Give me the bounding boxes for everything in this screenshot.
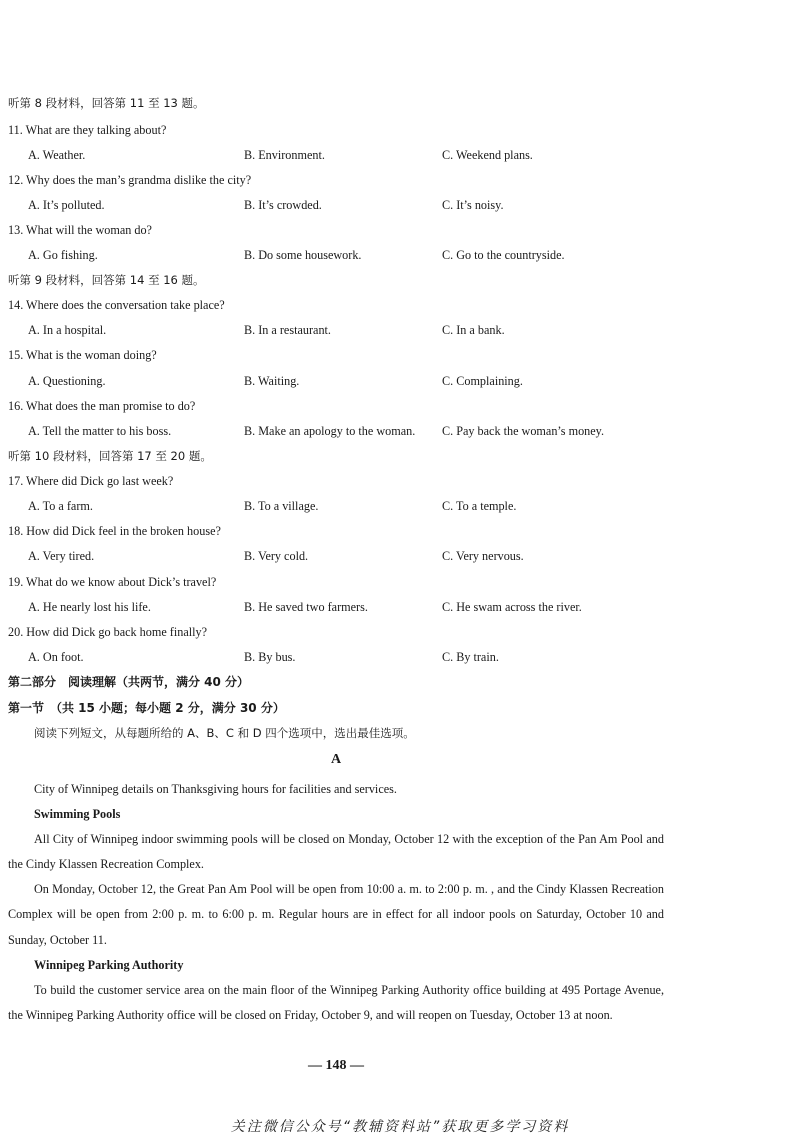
page-number: — 148 —	[308, 1058, 364, 1073]
paragraph-pools-closure: All City of Winnipeg indoor swimming pools will be closed on Monday, October 12 with the exception of the Pan Am Pool and the Cindy Klassen Recreation Complex.	[8, 832, 664, 872]
passage-intro: City of Winnipeg details on Thanksgiving hours for facilities and services.	[34, 782, 397, 796]
q14-option-b: B. In a restaurant.	[244, 323, 331, 337]
q20-option-c: C. By train.	[442, 650, 499, 664]
question-13: 13. What will the woman do?	[8, 223, 152, 237]
question-17: 17. Where did Dick go last week?	[8, 474, 174, 488]
q14-option-a: A. In a hospital.	[28, 323, 107, 337]
question-14: 14. Where does the conversation take place?	[8, 298, 225, 312]
q17-option-a: A. To a farm.	[28, 499, 93, 513]
question-15: 15. What is the woman doing?	[8, 348, 157, 362]
passage-letter: A	[330, 752, 342, 767]
q16-option-c: C. Pay back the woman’s money.	[442, 424, 605, 438]
q14-option-c: C. In a bank.	[442, 323, 505, 337]
question-16: 16. What does the man promise to do?	[8, 399, 196, 413]
q15-option-c: C. Complaining.	[442, 374, 523, 388]
part2-title: 第二部分 阅读理解（共两节，满分 40 分）	[8, 675, 250, 689]
listening-intro-8: 听第 8 段材料，回答第 11 至 13 题。	[8, 96, 205, 110]
q12-option-a: A. It’s polluted.	[28, 198, 105, 212]
question-12: 12. Why does the man’s grandma dislike the city?	[8, 173, 252, 187]
listening-intro-9: 听第 9 段材料，回答第 14 至 16 题。	[8, 273, 205, 287]
heading-swimming-pools: Swimming Pools	[34, 807, 121, 821]
footer-watermark: 关注微信公众号“教辅资料站”获取更多学习资料	[230, 1119, 570, 1135]
question-11: 11. What are they talking about?	[8, 123, 167, 137]
question-19: 19. What do we know about Dick’s travel?	[8, 575, 217, 589]
q13-option-c: C. Go to the countryside.	[442, 248, 565, 262]
q13-option-a: A. Go fishing.	[28, 248, 98, 262]
q19-option-c: C. He swam across the river.	[442, 600, 582, 614]
q11-option-a: A. Weather.	[28, 148, 86, 162]
paragraph-pools-hours: On Monday, October 12, the Great Pan Am Pool will be open from 10:00 a. m. to 2:00 p. m. , and the Cindy Klassen Recreation Complex will be open from 2:00 p. m. to 6:00 p. m. Regular hours are in effect for all indoor pools on Saturday, October 10 and Sunday, October 11.	[8, 882, 664, 947]
q15-option-b: B. Waiting.	[244, 374, 300, 388]
q12-option-b: B. It’s crowded.	[244, 198, 322, 212]
q16-option-b: B. Make an apology to the woman.	[244, 424, 416, 438]
heading-parking-authority: Winnipeg Parking Authority	[34, 958, 184, 972]
q17-option-c: C. To a temple.	[442, 499, 517, 513]
q19-option-b: B. He saved two farmers.	[244, 600, 368, 614]
q18-option-a: A. Very tired.	[28, 549, 95, 563]
paragraph-parking: To build the customer service area on the main floor of the Winnipeg Parking Authority office building at 495 Portage Avenue, the Winnipeg Parking Authority office will be closed on Friday, October 9, and will reopen on Tuesday, October 13 at noon.	[8, 983, 664, 1023]
reading-instruction: 阅读下列短文，从每题所给的 A、B、C 和 D 四个选项中，选出最佳选项。	[34, 726, 415, 740]
q19-option-a: A. He nearly lost his life.	[28, 600, 151, 614]
q12-option-c: C. It’s noisy.	[442, 198, 504, 212]
question-20: 20. How did Dick go back home finally?	[8, 625, 208, 639]
q13-option-b: B. Do some housework.	[244, 248, 362, 262]
q15-option-a: A. Questioning.	[28, 374, 106, 388]
q16-option-a: A. Tell the matter to his boss.	[28, 424, 172, 438]
q20-option-b: B. By bus.	[244, 650, 296, 664]
q18-option-c: C. Very nervous.	[442, 549, 524, 563]
question-18: 18. How did Dick feel in the broken house?	[8, 524, 221, 538]
q18-option-b: B. Very cold.	[244, 549, 309, 563]
section1-title: 第一节 （共 15 小题；每小题 2 分，满分 30 分）	[8, 701, 285, 715]
listening-intro-10: 听第 10 段材料，回答第 17 至 20 题。	[8, 449, 212, 463]
q17-option-b: B. To a village.	[244, 499, 319, 513]
q20-option-a: A. On foot.	[28, 650, 84, 664]
q11-option-b: B. Environment.	[244, 148, 325, 162]
q11-option-c: C. Weekend plans.	[442, 148, 533, 162]
